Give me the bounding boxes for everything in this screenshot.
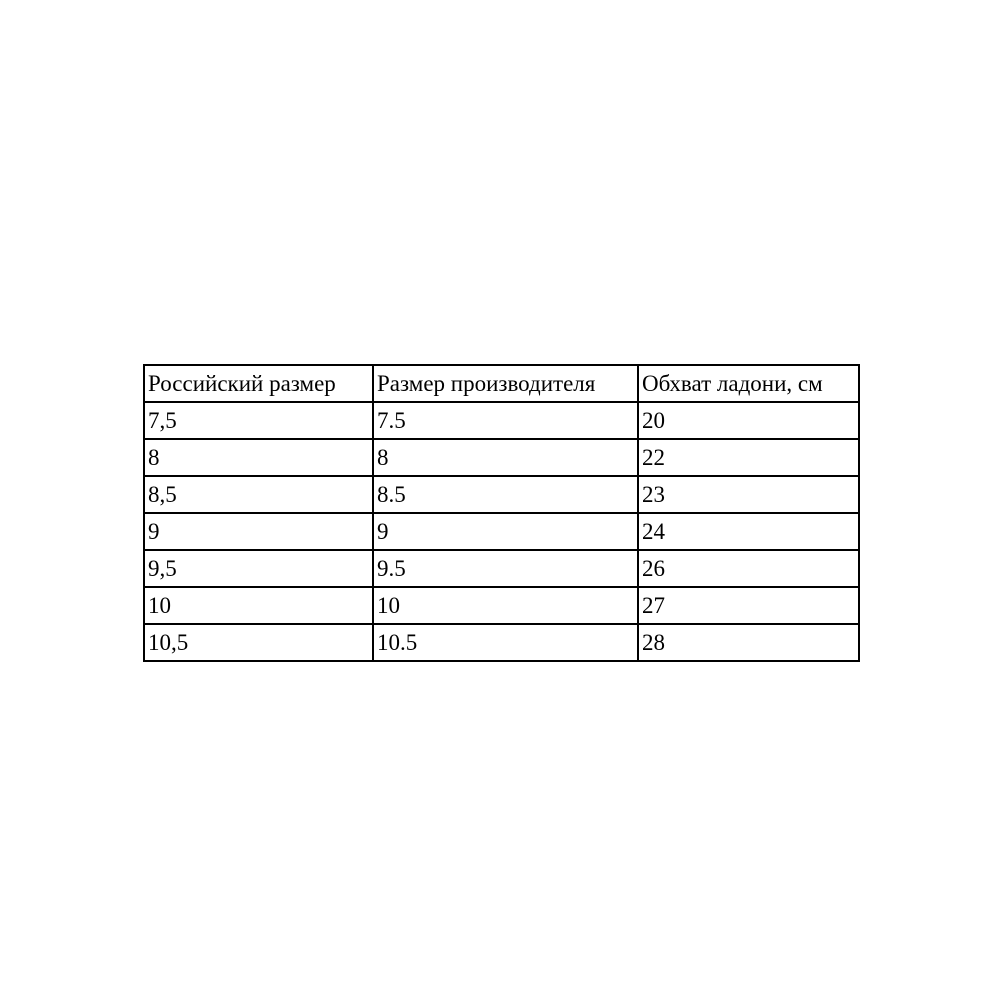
cell-russian-size: 7,5 (144, 402, 373, 439)
cell-russian-size: 10,5 (144, 624, 373, 661)
cell-palm-girth: 27 (638, 587, 859, 624)
table-row (144, 513, 859, 550)
table-row (144, 439, 859, 476)
cell-palm-girth: 26 (638, 550, 859, 587)
cell-manufacturer-size: 7.5 (373, 402, 638, 439)
table-row (144, 624, 859, 661)
cell-palm-girth: 23 (638, 476, 859, 513)
cell-manufacturer-size: 10.5 (373, 624, 638, 661)
header-russian-size: Российский размер (144, 365, 373, 402)
size-table (143, 364, 860, 662)
table-header (144, 365, 859, 402)
cell-palm-girth: 22 (638, 439, 859, 476)
cell-manufacturer-size: 8.5 (373, 476, 638, 513)
table-row (144, 476, 859, 513)
cell-russian-size: 9,5 (144, 550, 373, 587)
table-body (144, 402, 859, 661)
header-row (144, 365, 859, 402)
cell-manufacturer-size: 9 (373, 513, 638, 550)
cell-russian-size: 8,5 (144, 476, 373, 513)
cell-russian-size: 9 (144, 513, 373, 550)
cell-palm-girth: 28 (638, 624, 859, 661)
cell-manufacturer-size: 9.5 (373, 550, 638, 587)
table-row (144, 550, 859, 587)
header-manufacturer-size: Размер производителя (373, 365, 638, 402)
cell-russian-size: 8 (144, 439, 373, 476)
table-row (144, 587, 859, 624)
cell-palm-girth: 24 (638, 513, 859, 550)
cell-manufacturer-size: 10 (373, 587, 638, 624)
cell-russian-size: 10 (144, 587, 373, 624)
header-palm-girth: Обхват ладони, см (638, 365, 859, 402)
cell-manufacturer-size: 8 (373, 439, 638, 476)
table-row (144, 402, 859, 439)
cell-palm-girth: 20 (638, 402, 859, 439)
